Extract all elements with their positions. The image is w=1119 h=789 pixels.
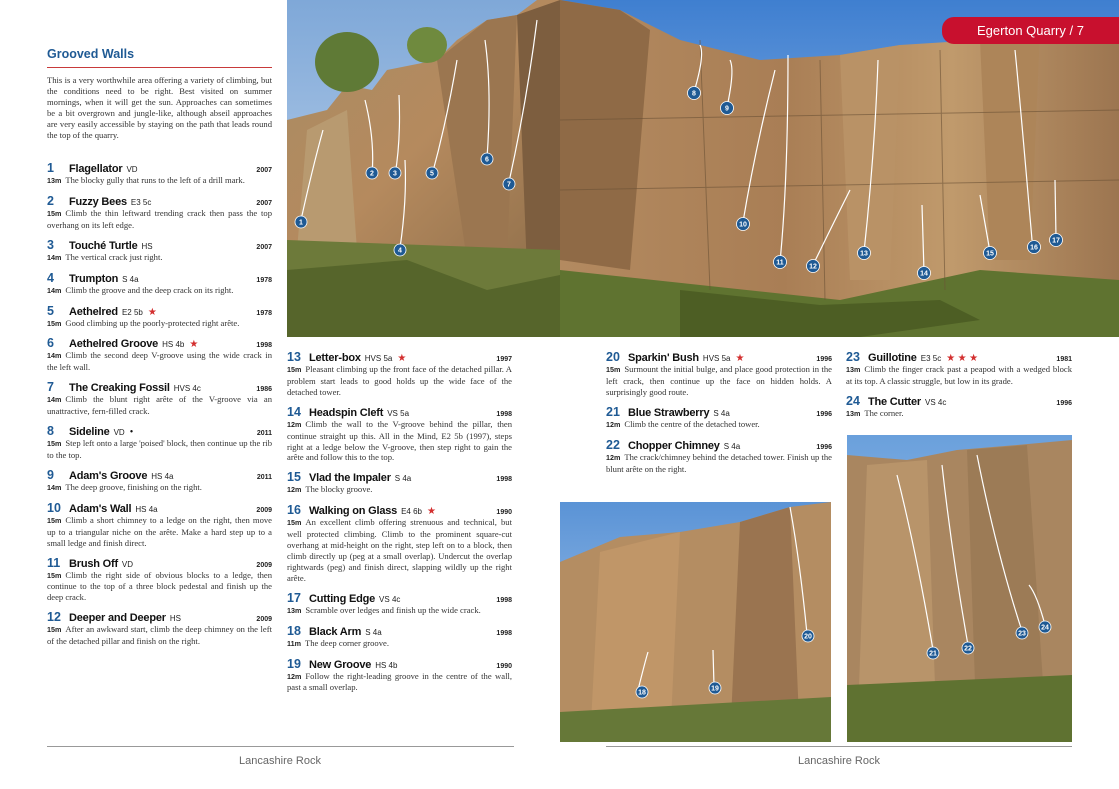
route-grade: S 4a	[122, 274, 139, 284]
route-grade: HS	[141, 241, 153, 251]
svg-text:2: 2	[370, 170, 374, 178]
route-entry	[47, 610, 272, 647]
route-name: Chopper Chimney	[628, 439, 720, 452]
route-description: The crack/chimney behind the detached tower. Finish up the blunt arête on the right.	[606, 451, 832, 474]
route-description: Climb the thin leftward trending crack then pass the top overhang on its left edge.	[47, 207, 272, 230]
route-grade: HS 4b	[375, 660, 398, 670]
route-name: Adam's Groove	[69, 469, 148, 482]
footer-title-left: Lancashire Rock	[239, 755, 321, 767]
route-entry	[606, 438, 832, 475]
svg-text:9: 9	[725, 105, 729, 113]
route-number: 15	[287, 470, 301, 485]
page-header-tab: Egerton Quarry / 7	[942, 17, 1119, 44]
route-grade: HS 4b	[162, 340, 185, 350]
section-intro: This is a very worthwhile area offering a variety of climbing, but the conditions need to be right. Best visited on summer mornings, when it will get the sun. Approaches can sometimes be a bit overgrown and jungle-like, although abseil approaches are very easily accessible by staying on the path that leads round the top of the quarry.	[47, 75, 272, 140]
route-number: 17	[287, 590, 301, 605]
route-entry	[287, 624, 512, 650]
crag-photo-left	[287, 0, 560, 337]
route-length: 12m	[287, 419, 302, 429]
route-number: 9	[47, 467, 54, 482]
route-grade: HS 4a	[151, 471, 174, 481]
route-number: 24	[846, 393, 860, 408]
route-description: Climb the finger crack past a peapod with a wedged block at its top. A classic struggle, but low in its grade.	[846, 364, 1072, 386]
svg-text:1: 1	[299, 219, 303, 227]
route-number: 22	[606, 437, 620, 452]
route-name: Fuzzy Bees	[69, 195, 127, 208]
route-length: 15m	[47, 439, 62, 449]
route-number: 10	[47, 500, 61, 515]
route-year: 1997	[496, 356, 512, 363]
route-grade: VD	[121, 559, 134, 569]
route-name: Flagellator	[69, 163, 123, 175]
svg-text:3: 3	[393, 170, 397, 178]
route-number: 12	[47, 610, 61, 625]
route-description: Climb the right side of obvious blocks to a ledge, then continue to the top of a three block pedestal and finish up the deep crack.	[47, 569, 272, 603]
section-title: Grooved Walls	[47, 47, 135, 61]
route-column-3	[606, 350, 832, 481]
route-number: 19	[287, 656, 301, 671]
route-entry	[287, 405, 512, 464]
svg-text:21: 21	[929, 650, 937, 658]
crag-photo-bottom-left	[560, 502, 831, 742]
route-grade: E4 6b	[401, 507, 422, 517]
route-year: 2009	[256, 561, 272, 569]
route-entry	[47, 336, 272, 373]
route-number: 3	[47, 237, 54, 252]
route-length: 14m	[47, 395, 62, 405]
route-number: 5	[47, 303, 54, 318]
route-year: 2009	[256, 616, 272, 624]
route-grade: E2 5b	[121, 307, 143, 317]
route-entry	[287, 657, 512, 694]
route-number: 23	[846, 350, 860, 364]
route-year: 2007	[256, 199, 272, 207]
route-grade: HS	[169, 614, 181, 624]
route-name: Black Arm	[309, 625, 362, 638]
route-description: The blocky gully that runs to the left of a drill mark.	[65, 175, 245, 185]
svg-text:10: 10	[739, 221, 747, 229]
route-length: 15m	[47, 625, 62, 635]
route-name: Trumpton	[69, 272, 119, 285]
route-number: 14	[287, 404, 301, 419]
route-grade: E3 5c	[130, 197, 152, 207]
route-year: 1996	[1056, 399, 1072, 407]
route-grade: HVS 4c	[173, 384, 201, 394]
route-grade: S 4a	[394, 474, 412, 484]
route-year: 1996	[816, 356, 832, 363]
route-entry	[47, 380, 272, 417]
route-entry	[47, 238, 272, 264]
route-description: The deep groove, finishing on the right.	[65, 481, 202, 492]
route-name: Guillotine	[868, 352, 917, 364]
route-length: 11m	[287, 638, 301, 648]
route-grade: S 4a	[723, 441, 741, 451]
route-grade: S 4a	[713, 408, 730, 418]
route-length: 15m	[47, 208, 62, 218]
route-stars: ★	[426, 506, 436, 518]
route-grade: HS 4a	[135, 504, 158, 514]
route-number: 16	[287, 503, 301, 518]
route-year: 1978	[256, 276, 272, 284]
route-description: Climb a short chimney to a ledge on the right, then move up to a triangular niche on the arête. Make a hard step up to a small ledge and finish direct.	[47, 514, 272, 548]
route-grade: S 4a	[365, 627, 382, 637]
route-name: Aethelred Groove	[69, 338, 159, 351]
route-entry	[287, 591, 512, 617]
route-length: 12m	[287, 485, 302, 495]
route-description: The blocky groove.	[305, 484, 373, 495]
route-length: 15m	[47, 570, 62, 580]
route-entry	[47, 194, 272, 231]
route-number: 7	[47, 380, 54, 395]
svg-text:16: 16	[1030, 244, 1038, 252]
route-number: 18	[287, 623, 301, 638]
route-number: 6	[47, 336, 54, 351]
route-name: Letter-box	[309, 352, 361, 364]
route-entry	[47, 501, 272, 549]
route-description: After an awkward start, climb the deep chimney on the left of the detached pillar and finish on the right.	[47, 624, 272, 647]
route-number: 13	[287, 350, 301, 364]
route-entry	[47, 304, 272, 330]
svg-text:24: 24	[1041, 624, 1049, 632]
route-column-4	[846, 350, 1072, 427]
svg-text:6: 6	[485, 156, 489, 164]
route-entry	[287, 350, 512, 398]
route-description: The corner.	[864, 407, 904, 418]
svg-text:5: 5	[430, 170, 434, 178]
route-entry	[287, 503, 512, 583]
svg-text:20: 20	[804, 633, 812, 641]
route-length: 12m	[606, 419, 621, 429]
route-stars: ★	[189, 339, 199, 351]
route-grade: HVS 5a	[702, 354, 731, 363]
route-length: 15m	[287, 365, 302, 374]
route-name: Adam's Wall	[69, 502, 132, 515]
route-number: 20	[606, 350, 620, 364]
route-name: Aethelred	[69, 305, 118, 318]
route-length: 13m	[47, 176, 62, 185]
route-year: 1996	[816, 410, 832, 418]
route-description: Pleasant climbing up the front face of the detached pillar. A problem start leads to good holds up the wide face of the detached tower.	[287, 364, 512, 397]
footer-title-right: Lancashire Rock	[798, 755, 880, 767]
svg-text:12: 12	[809, 263, 817, 271]
route-description: Climb the groove and the deep crack on its right.	[65, 284, 234, 295]
route-grade: VS 4c	[925, 397, 947, 407]
route-name: The Creaking Fossil	[69, 382, 170, 395]
crag-photo-panorama	[560, 0, 1119, 337]
route-length: 13m	[846, 408, 861, 418]
route-year: 1998	[496, 410, 512, 418]
svg-text:14: 14	[920, 270, 928, 278]
svg-text:23: 23	[1018, 630, 1026, 638]
route-grade: VD	[113, 428, 125, 438]
svg-text:15: 15	[986, 250, 994, 258]
route-year: 2007	[256, 243, 272, 251]
route-stars: ★	[397, 353, 407, 364]
route-entry	[47, 556, 272, 604]
section-divider	[47, 67, 272, 68]
route-description: Follow the right-leading groove in the centre of the wall, past a small overlap.	[287, 670, 512, 693]
route-description: Climb the blunt right arête of the V-groove via an unattractive, fern-filled crack.	[47, 394, 272, 417]
route-name: Vlad the Impaler	[309, 472, 391, 485]
route-stars: •	[129, 427, 134, 439]
route-length: 14m	[47, 351, 62, 361]
route-entry	[47, 161, 272, 187]
svg-text:18: 18	[638, 689, 646, 697]
route-year: 1978	[256, 309, 272, 317]
route-number: 4	[47, 270, 54, 285]
route-year: 2011	[256, 473, 272, 481]
route-number: 2	[47, 193, 54, 208]
route-description: Climb the centre of the detached tower.	[624, 418, 760, 429]
route-name: Brush Off	[69, 557, 118, 570]
route-length: 15m	[606, 365, 621, 374]
route-length: 12m	[287, 671, 302, 681]
route-stars: ★	[735, 353, 745, 364]
route-name: Deeper and Deeper	[69, 612, 166, 625]
route-name: Cutting Edge	[309, 592, 376, 605]
route-entry	[606, 405, 832, 431]
route-name: Sideline	[69, 426, 110, 439]
svg-text:17: 17	[1052, 237, 1060, 245]
route-year: 1990	[496, 509, 512, 517]
route-entry	[606, 350, 832, 398]
route-description: Surmount the initial bulge, and place good protection in the left crack, then continue up the face on hidden holds. A surprisingly good route.	[606, 364, 832, 397]
route-grade: HVS 5a	[364, 354, 393, 363]
route-year: 1996	[816, 443, 832, 451]
route-entry	[47, 424, 272, 461]
route-length: 15m	[287, 518, 302, 528]
route-length: 14m	[47, 285, 62, 295]
route-year: 2011	[256, 430, 272, 438]
route-name: The Cutter	[868, 395, 922, 408]
route-description: The vertical crack just right.	[65, 251, 163, 262]
crag-photo-bottom-right	[847, 435, 1072, 742]
route-year: 2007	[256, 167, 272, 174]
svg-text:22: 22	[964, 645, 972, 653]
route-name: Blue Strawberry	[628, 406, 710, 419]
footer-rule-left	[47, 746, 514, 747]
route-entry	[47, 468, 272, 494]
route-year: 1998	[496, 476, 512, 484]
svg-text:11: 11	[776, 259, 784, 267]
route-grade: VS 4c	[379, 594, 401, 604]
route-description: An excellent climb offering strenuous and technical, but well protected climbing. Climb to the prominent square-cut overhang at mid-height on the right, step left on to a block, then climb directly up (peg at a small overlap). Undercut the overlap rightwards (peg) and finish direct, slapping wildly up the right arête.	[287, 517, 512, 583]
route-number: 8	[47, 424, 54, 439]
svg-text:19: 19	[711, 685, 719, 693]
route-name: Headspin Cleft	[309, 406, 384, 419]
route-entry	[846, 394, 1072, 420]
svg-text:13: 13	[860, 250, 868, 258]
route-year: 1981	[1056, 356, 1072, 363]
svg-text:7: 7	[507, 181, 511, 189]
route-entry	[47, 271, 272, 297]
route-entry	[287, 470, 512, 496]
route-column-1	[47, 161, 272, 654]
svg-text:8: 8	[692, 90, 696, 98]
route-description: Good climbing up the poorly-protected right arête.	[65, 317, 240, 328]
route-length: 13m	[846, 365, 861, 374]
route-number: 21	[606, 404, 620, 419]
route-length: 12m	[606, 452, 621, 462]
route-stars: ★ ★ ★	[946, 353, 979, 364]
route-year: 1990	[496, 662, 512, 670]
route-length: 14m	[47, 252, 62, 262]
route-name: New Groove	[309, 658, 372, 671]
route-grade: VD	[126, 165, 138, 174]
right-page	[560, 0, 1119, 789]
route-name: Touché Turtle	[69, 239, 138, 252]
route-description: Climb the wall to the V-groove behind the pillar, then continue straight up this. All in the Mind, E2 5b (1997), steps right at a ledge below the V-groove, then step right to gain the arête and follow this to the top.	[287, 418, 512, 463]
route-grade: E3 5c	[920, 354, 942, 363]
route-year: 1986	[256, 386, 272, 394]
route-year: 1998	[496, 629, 512, 637]
route-name: Sparkin' Bush	[628, 352, 699, 364]
route-grade: VS 5a	[387, 408, 410, 418]
route-name: Walking on Glass	[309, 505, 398, 518]
route-column-2	[287, 350, 512, 700]
route-number: 11	[47, 555, 61, 570]
route-year: 2009	[256, 506, 272, 514]
route-length: 15m	[47, 318, 62, 328]
route-description: Step left onto a large 'poised' block, then continue up the rib to the top.	[47, 438, 272, 460]
route-description: Climb the second deep V-groove using the wide crack in the left wall.	[47, 350, 272, 373]
route-entry	[846, 350, 1072, 387]
svg-text:4: 4	[398, 247, 402, 255]
route-year: 1998	[256, 342, 272, 350]
route-length: 14m	[47, 482, 62, 492]
footer-rule-right	[606, 746, 1072, 747]
route-description: Scramble over ledges and finish up the wide crack.	[305, 604, 481, 615]
route-description: The deep corner groove.	[305, 637, 389, 648]
route-length: 15m	[47, 515, 62, 525]
route-length: 13m	[287, 605, 302, 615]
route-stars: ★	[147, 306, 157, 318]
route-number: 1	[47, 161, 54, 175]
route-year: 1998	[496, 596, 512, 604]
